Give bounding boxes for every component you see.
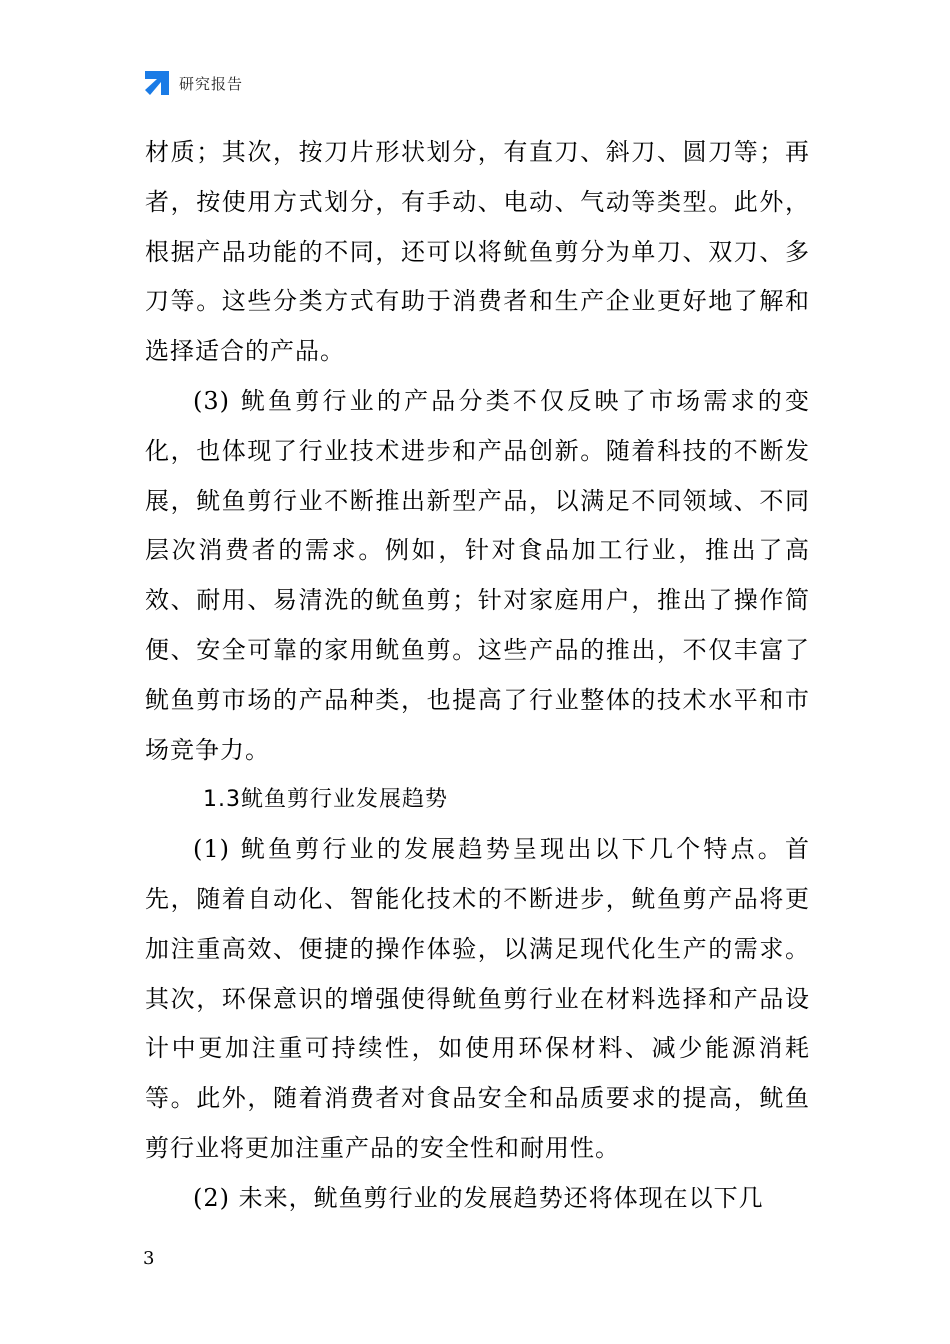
paragraph-1: 材质；其次，按刀片形状划分，有直刀、斜刀、圆刀等；再者，按使用方式划分，有手动、电动、气动等类型。此外，根据产品功能的不同，还可以将鱿鱼剪分为单刀、双刀、多刀等。这些分类方式有助于消费者和生产企业更好地了解和选择适合的产品。	[145, 138, 810, 366]
paragraph-3: (1) 鱿鱼剪行业的发展趋势呈现出以下几个特点。首先，随着自动化、智能化技术的不断进步，鱿鱼剪产品将更加注重高效、便捷的操作体验，以满足现代化生产的需求。其次，环保意识的增强使得鱿鱼剪行业在材料选择和产品设计中更加注重可持续性，如使用环保材料、减少能源消耗等。此外，随着消费者对食品安全和品质要求的提高，鱿鱼剪行业将更加注重产品的安全性和耐用性。	[145, 835, 810, 1162]
section-heading: 1.3鱿鱼剪行业发展趋势	[203, 787, 448, 813]
page-number: 3	[143, 1248, 155, 1269]
paragraph-4: (2) 未来，鱿鱼剪行业的发展趋势还将体现在以下几	[193, 1183, 764, 1212]
document-body	[145, 128, 810, 1224]
document-header	[143, 68, 243, 98]
brand-logo-icon	[143, 69, 171, 97]
paragraph-2: (3) 鱿鱼剪行业的产品分类不仅反映了市场需求的变化，也体现了行业技术进步和产品创新。随着科技的不断发展，鱿鱼剪行业不断推出新型产品，以满足不同领域、不同层次消费者的需求。例如，针对食品加工行业，推出了高效、耐用、易清洗的鱿鱼剪；针对家庭用户，推出了操作简便、安全可靠的家用鱿鱼剪。这些产品的推出，不仅丰富了鱿鱼剪市场的产品种类，也提高了行业整体的技术水平和市场竞争力。	[145, 386, 810, 764]
header-title: 研究报告	[179, 74, 244, 93]
